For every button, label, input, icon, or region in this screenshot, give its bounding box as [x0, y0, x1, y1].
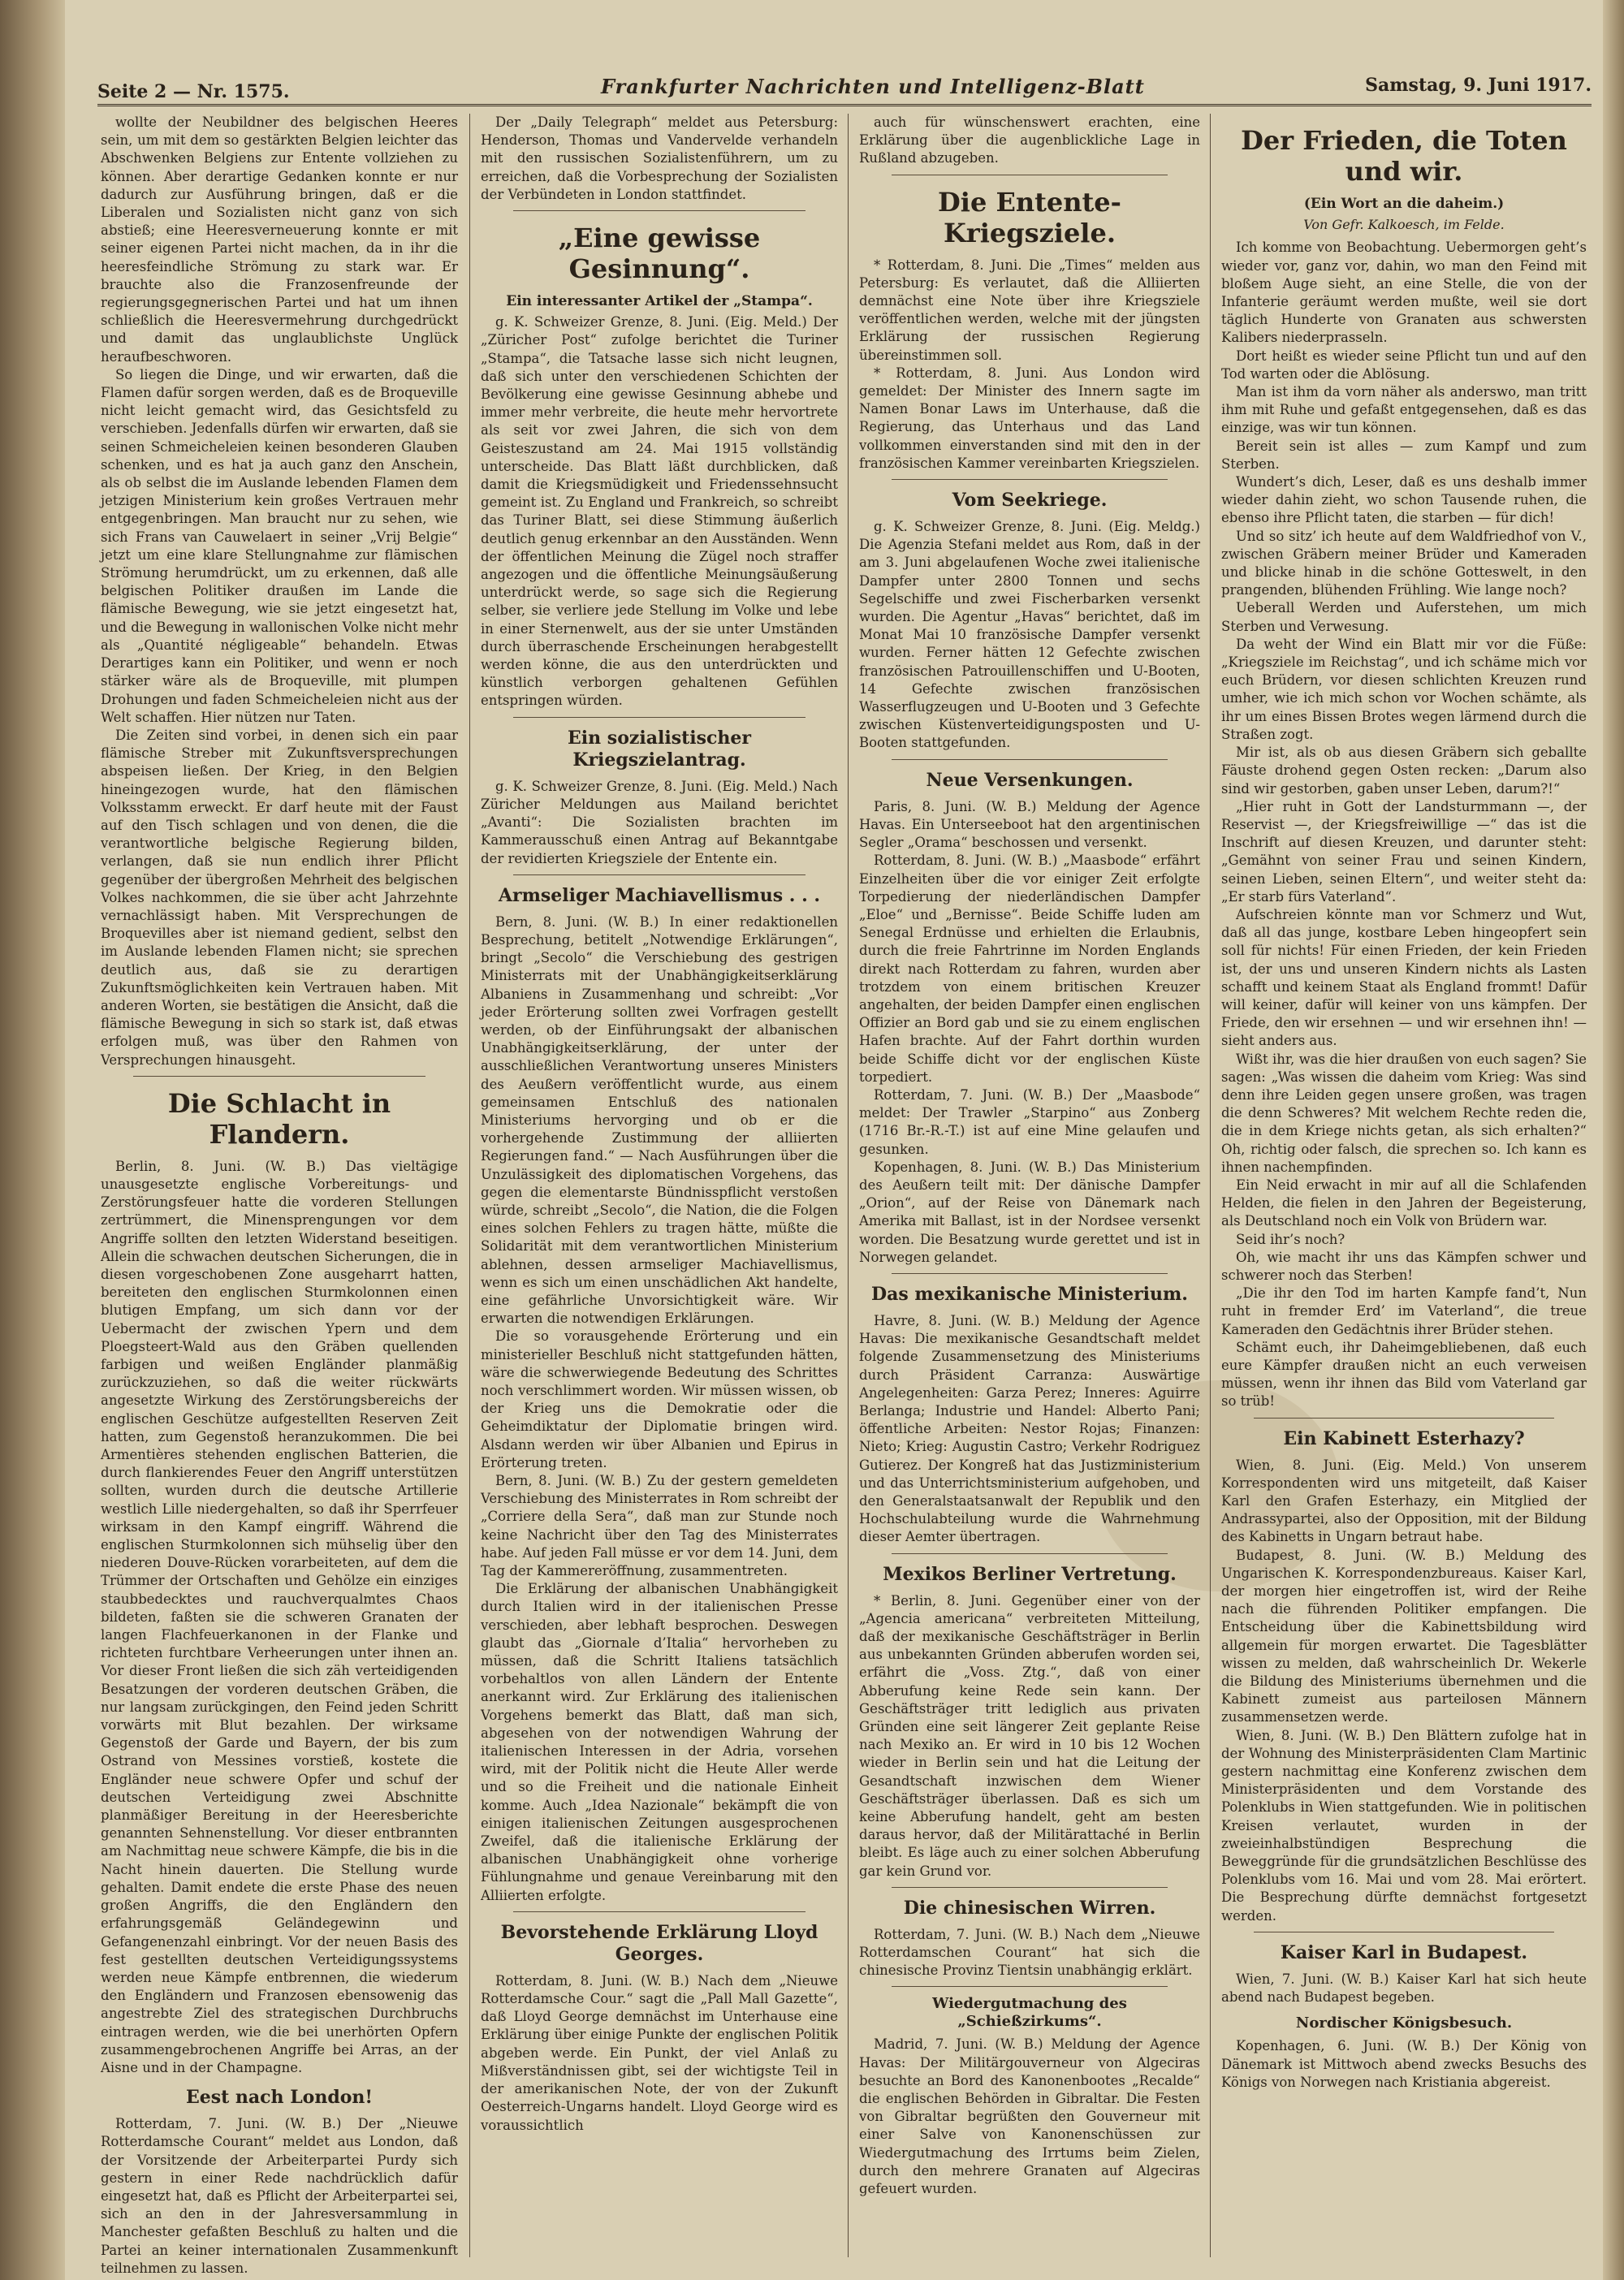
article-paragraph: Die so vorausgehende Erörterung und ein ministerieller Beschluß nicht stattgefunden hätten, wäre die schwerwiegende Bedeutung des Schrittes noch verschlimmert worden. Wir müssen wissen, ob der Krieg uns die Demokratie oder die Geheimdiktatur der Diplomatie bringen wird. Alsdann werden wir über Albanien und Epirus in Erörterung treten.	[481, 1328, 838, 1470]
article-paragraph: Madrid, 7. Juni. (W. B.) Meldung der Agence Havas: Der Militärgouverneur von Algeciras besuchte an Bord des Kanonenbootes „Recalde“ die englischen Behörden in Gibraltar. Die Festen von Gibraltar begrüßten den Gouverneur mit einer Salve von Kanonenschüssen zur Wiedergutmachung des Irrtums beim Zielen, durch den mehrere Granaten auf Algeciras gefeuert wurden.	[859, 2036, 1200, 2197]
article-paragraph: Da weht der Wind ein Blatt mir vor die Füße: „Kriegsziele im Reichstag“, und ich schäme mich vor euch Brüdern, vor diesen schlichten Kreuzen rund umher, wie ich mich schon vor Wochen schämte, als ihr um eines Bissen Brotes wegen lärmend durch die Straßen zogt.	[1221, 636, 1587, 742]
article-paragraph: Bereit sein ist alles — zum Kampf und zum Sterben.	[1221, 438, 1587, 472]
article-paragraph: Rotterdam, 8. Juni. (W. B.) Nach dem „Nieuwe Rotterdamsche Cour.“ sagt die „Pall Mall Gazette“, daß Lloyd George demnächst im Unterhause eine Erklärung über einige Punkte der englischen Politik abgeben werde. Ein Punkt, der viel Anlaß zu Mißverständnissen gibt, sei der wichtigste Teil in der amerikanischen Note, der von der Zukunft Oesterreich-Ungarns handelt. Lloyd George wird es voraussichtlich	[481, 1972, 838, 2133]
article-paragraph: Aufschreien könnte man vor Schmerz und Wut, daß all das junge, kostbare Leben hingeopfert sein soll für nichts! Für einen Frieden, der kein Frieden ist, der uns und unseren Kindern nichts als Lasten schafft und keinem Staat als England frommt! Dafür will keiner, dafür will keiner von uns kämpfen. Der Friede, den wir ersehnen — und wir ersehnen ihn! — sieht anders aus.	[1221, 906, 1587, 1049]
article-divider	[892, 1887, 1168, 1888]
article-headline: Ein Kabinett Esterhazy?	[1283, 1427, 1525, 1449]
article-paragraph: „Die ihr den Tod im harten Kampfe fand’t, Nun ruht in fremder Erd’ im Vaterland“, die treue Kameraden den Gedächtnis ihrer Brüder stehen.	[1221, 1285, 1587, 1337]
article-divider	[892, 1553, 1168, 1554]
article-headline: Das mexikanische Ministerium.	[871, 1283, 1188, 1305]
article-paragraph: * Rotterdam, 8. Juni. Die „Times“ melden aus Petersburg: Es verlautet, daß die Alliierten demnächst eine Note über ihre Kriegsziele veröffentlichen werden, welche mit der jüngsten Erklärung der russischen Regierung übereinstimmen soll.	[859, 257, 1200, 363]
article-paragraph: Rotterdam, 8. Juni. (W. B.) „Maasbode“ erfährt Einzelheiten über die vor einiger Zeit erfolgte Torpedierung der niederländischen Dampfer „Eloe“ und „Bernisse“. Beide Schiffe luden am Senegal Erdnüsse und erhielten die Erlaubnis, durch die freie Fahrtrinne im Norden Englands direkt nach Rotterdam zu fahren, wurden aber trotzdem von einem britischen Kreuzer angehalten, der beiden Dampfer einen englischen Offizier an Bord gab und sie zu einem englischen Hafen brachte. Auf der Fahrt dorthin wurden beide Schiffe dicht vor der englischen Küste torpediert.	[859, 853, 1200, 1085]
article-paragraph: Rotterdam, 7. Juni. (W. B.) Der „Maasbode“ meldet: Der Trawler „Starpino“ aus Zonberg (1716 Br.-R.-T.) ist auf eine Mine gelaufen und gesunken.	[859, 1086, 1200, 1157]
article-divider	[513, 717, 806, 718]
article-headline: „Eine gewisse Gesinnung“.	[558, 222, 761, 285]
article-paragraph: wollte der Neubildner des belgischen Heeres sein, um mit dem so gestärkten Belgien leichter das Abschwenken Belgiens zur Entente vollziehen zu können. Aber derartige Gedanken konnte er nur dadurch zur Ausführung bringen, daß er die Liberalen und Sozialisten nicht ganz von sich abstieß; eine Heeresverneuerung konnte er mit seiner eigenen Partei nicht machen, da in ihr die heeresfeindliche Strömung zu stark war. Er brauchte also die Franzosenfreunde der regierungsgegnerischen Partei und hat um ihnen schließlich die Heeresvermehrung durchgedrückt und damit das unglaublichste Unglück heraufbeschworen.	[101, 114, 458, 365]
article-paragraph: Wien, 7. Juni. (W. B.) Kaiser Karl hat sich heute abend nach Budapest begeben.	[1221, 1971, 1587, 2006]
article-paragraph: Bern, 8. Juni. (W. B.) Zu der gestern gemeldeten Verschiebung des Ministerrates in Rom schreibt der „Corriere della Sera“, daß man zur Stunde noch keine Nachricht über den Tag des Ministerrates habe. Auf jeden Fall müsse er vor dem 14. Juni, dem Tag der Kammereröffnung, zusammentreten.	[481, 1473, 838, 1579]
article-headline: Die Entente-Kriegsziele.	[938, 186, 1121, 248]
article-paragraph: Wißt ihr, was die hier draußen von euch sagen? Sie sagen: „Was wissen die daheim vom Krieg: Was sind denn ihre Leiden gegen unsere großen, was tragen die denn Schweres? Mit welchem Rechte reden die, die in dem Kriege nichts getan, als sich erhalten?“ Oh, richtig oder falsch, die sprechen so. Ich kann es ihnen nachempfinden.	[1221, 1051, 1587, 1175]
column-3	[859, 114, 1200, 2257]
article-byline: Von Gefr. Kalkoesch, im Felde.	[1303, 217, 1505, 233]
article-paragraph: * Berlin, 8. Juni. Gegenüber einer von der „Agencia americana“ verbreiteten Mitteilung, daß der mexikanische Geschäftsträger in Berlin aus unbekannten Gründen abberufen worden sei, erfährt die „Voss. Ztg.“, daß von einer Abberufung keine Rede sein kann. Der Geschäftsträger tritt lediglich aus privaten Gründen eine seit längerer Zeit geplante Reise nach Mexiko an. Er wird in 10 bis 12 Wochen wieder in Berlin sein und hat die Leitung der Gesandtschaft inzwischen dem Wiener Geschäftsträger überlassen. Daß es sich um keine Abberufung handelt, geht am besten daraus hervor, daß der Militärattaché in Berlin bleibt. Es läge auch zu einer solchen Abberufung gar kein Grund vor.	[859, 1592, 1200, 1879]
article-paragraph: Havre, 8. Juni. (W. B.) Meldung der Agence Havas: Die mexikanische Gesandtschaft meldet folgende Zusammensetzung des Ministeriums durch Präsident Carranza: Auswärtige Angelegenheiten: Garza Perez; Inneres: Aguirre Berlanga; Industrie und Handel: Alberto Pani; öffentliche Arbeiten: Nestor Rojas; Finanzen: Nieto; Krieg: Augustin Castro; Verkehr Rodriguez Gutierez. Der Kongreß hat das Justizministerium und das Unterrichtsministerium aufgehoben, und den Generalstaatsanwalt der Republik und den Hochschulabteilung wurde die Wahrnehmung dieser Aemter übertragen.	[859, 1312, 1200, 1545]
page-header	[97, 71, 1592, 106]
article-headline: Nordischer Königsbesuch.	[1295, 2014, 1513, 2032]
article-paragraph: * Rotterdam, 8. Juni. Aus London wird gemeldet: Der Minister des Innern sagte im Namen Bonar Laws im Unterhause, daß die Regierung, das Unterhaus und das Land vollkommen einverstanden sind mit den in der französischen Kammer vereinbarten Kriegszielen.	[859, 365, 1200, 471]
article-paragraph: Die Zeiten sind vorbei, in denen sich ein paar flämische Streber mit Zukunftsversprechungen abspeisen ließen. Der Krieg, in den Belgien hineingezogen wurde, hat den flämischen Volksstamm erweckt. Er darf heute mit der Faust auf den Tisch schlagen und von denen, die die verantwortliche belgische Regierung bilden, verlangen, daß sie nun endlich ihrer Pflicht gegenüber der übergroßen Mehrheit des belgischen Volkes nachkommen, die sie über acht Jahrzehnte vernachlässigt haben. Mit Versprechungen de Broquevilles aber ist niemand gedient, selbst den im Auslande lebenden Flamen nicht; sie sprechen deutlich aus, daß sie zu derartigen Zukunftsmöglichkeiten kein Vertrauen haben. Mit anderen Worten, sie bestätigen die Ansicht, daß die flämische Bewegung in sich so stark ist, daß etwas erfolgen muß, was über den Rahmen von Versprechungen hinausgeht.	[101, 727, 458, 1068]
article-paragraph: Rotterdam, 7. Juni. (W. B.) Der „Nieuwe Rotterdamsche Courant“ meldet aus London, daß der Vorsitzende der Arbeiterpartei Purdy sich gestern in einer Rede nachdrücklich dafür eingesetzt hat, daß es Pflicht der Arbeiterpartei sei, sich an den in der Jahresversammlung in Manchester gefaßten Beschluß zu halten und die Partei an keiner internationalen Zusammenkunft teilnehmen zu lassen.	[101, 2116, 458, 2276]
article-paragraph: Budapest, 8. Juni. (W. B.) Meldung des Ungarischen K. Korrespondenzbureaus. Kaiser Karl, der morgen hier eingetroffen ist, wird der Reihe nach die führenden Politiker empfangen. Die Entscheidung über die Kabinettsbildung wird allgemein für morgen erwartet. Die Tagesblätter wissen zu melden, daß wahrscheinlich Dr. Wekerle die Bildung des Ministeriums übernehmen und die Kabinett zumeist aus parteilosen Männern zusammensetzen werde.	[1221, 1547, 1587, 1725]
article-divider	[892, 479, 1168, 480]
article-paragraph: Seid ihr’s noch?	[1236, 1231, 1345, 1247]
book-binding	[0, 0, 65, 2280]
column-4	[1221, 114, 1587, 2257]
article-headline: Armseliger Machiavellismus . . .	[498, 884, 821, 906]
article-paragraph: So liegen die Dinge, und wir erwarten, daß die Flamen dafür sorgen werden, daß es de Broqueville nicht leicht gemacht wird, das Gesichtsfeld zu verschieben. Jedenfalls dürfen wir erwarten, daß sie seinen Schmeicheleien keinen besonderen Glauben schenken, und es hat ja auch ganz den Anschein, als ob selbst die im Auslande lebenden Flamen dem jetzigen Ministerium kein großes Vertrauen mehr entgegenbringen. Man braucht nur zu sehen, wie sich Frans van Cauwelaert in seiner „Vrij Belgie“ jetzt um eine klare Stellungnahme zur flämischen Strömung herumdrückt, um zu erkennen, daß alle belgischen Politiker draußen im Lande die flämische Bewegung, wie sie jetzt eingesetzt hat, und die Bewegung in wallonischen Volke nicht mehr als „Quantité négligeable“ behandeln. Etwas Derartiges kann ein Politiker, und wenn er noch stärker wäre als de Broqueville, mit plumpen Drohungen und faden Schmeicheleien nicht aus der Welt schaffen. Hier nützen nur Taten.	[101, 366, 458, 725]
article-paragraph: Mir ist, als ob aus diesen Gräbern sich geballte Fäuste drohend gegen Osten recken: „Darum also sind wir gestorben, gaben unser Leben, darum?!“	[1221, 745, 1587, 797]
article-paragraph: Ich komme von Beobachtung. Uebermorgen geht’s wieder vor, ganz vor, dahin, wo man den Feind mit bloßem Auge sieht, an eine Stelle, die von der Infanterie geräumt werden mußte, weil sie dort täglich Hunderte von Granaten aus schwersten Kalibers niederprasseln.	[1221, 240, 1587, 346]
newspaper-title: Frankfurter Nachrichten und Intelligenz-Blatt	[601, 75, 1145, 98]
article-paragraph: g. K. Schweizer Grenze, 8. Juni. (Eig. Meldg.) Die Agenzia Stefani meldet aus Rom, daß in der am 3. Juni abgelaufenen Woche zwei italienische Dampfer unter 2800 Tonnen und sechs Segelschiffe und zwei Fischerbarken versenkt wurden. Die Agentur „Havas“ berichtet, daß im Monat Mai 10 französische Dampfer versenkt wurden. Ferner hätten 12 Gefechte zwischen französischen Patrouillenschiffen und U-Booten, 14 Gefechte zwischen französischen Wasserflugzeugen und U-Booten und 3 Gefechte zwischen Küstenverteidigungsposten und U-Booten stattgefunden.	[859, 519, 1200, 751]
article-divider	[513, 210, 806, 211]
article-paragraph: Wien, 8. Juni. (Eig. Meld.) Von unserem Korrespondenten wird uns mitgeteilt, daß Kaiser Karl den Grafen Esterhazy, ein Mitglied der Andrassypartei, also der Opposition, mit der Bildung des Kabinetts in Ungarn betraut habe.	[1221, 1457, 1587, 1545]
column-rule	[848, 114, 849, 2257]
issue-date: Samstag, 9. Juni 1917.	[1365, 75, 1592, 96]
page-edge	[1603, 0, 1624, 2280]
article-headline: Die chinesischen Wirren.	[903, 1897, 1156, 1919]
article-paragraph: Wien, 8. Juni. (W. B.) Den Blättern zufolge hat in der Wohnung des Ministerpräsidenten Clam Martinic gestern nachmittag eine Konferenz zwischen dem Ministerpräsidenten und dem Vorstande des Polenklubs in Wien stattgefunden. Wie in politischen Kreisen verlautet, wurden in der zweieinhalbstündigen Besprechung die Beweggründe für die grundsätzlichen Beschlüsse des Polenklubs vom 16. Mai und vom 28. Mai erörtert. Die Besprechung dürfte demnächst fortgesetzt werden.	[1221, 1727, 1587, 1924]
article-headline: Vom Seekriege.	[952, 490, 1108, 512]
article-paragraph: auch für wünschenswert erachten, eine Erklärung über die augenblickliche Lage in Rußland abzugeben.	[859, 114, 1200, 166]
article-paragraph: g. K. Schweizer Grenze, 8. Juni. (Eig. Meld.) Nach Züricher Meldungen aus Mailand berichtet „Avanti“: Die Sozialisten brachten im Kammerausschuß einen Antrag auf Bekanntgabe der revidierten Kriegsziele der Entente ein.	[481, 778, 838, 866]
article-divider	[133, 1076, 425, 1077]
article-subtitle: Ein interessanter Artikel der „Stampa“.	[506, 293, 813, 310]
article-paragraph: Bern, 8. Juni. (W. B.) In einer redaktionellen Besprechung, betitelt „Notwendige Erklärungen“, bringt „Secolo“ die Verschiebung des gestrigen Ministerrats mit der Unabhängigkeitserklärung Albaniens in Zusammenhang und schreibt: „Vor jeder Erörterung sollten zwei Vorfragen gestellt werden, ob der Einführungsakt der albanischen Unabhängigkeitserklärung, der unter der ausschließlichen Verantwortung unseres Ministers des Aeußern veröffentlicht wurde, aus einem gemeinsamen Entschluß des nationalen Ministeriums hervorging und ob er die vorhergehende Zustimmung der alliierten Regierungen fand.“ — Nach Ausführungen über die Unzulässigkeit des diplomatischen Vorgehens, das gegen die elementarste Bündnisspflicht verstoßen würde, schreibt „Secolo“, die Nation, die die Folgen eines solchen Fehlers zu tragen hätte, müßte die Solidarität mit dem verantwortlichen Ministerium ablehnen, dessen armseliger Machiavellismus, wenn es sich um einen unschädlichen Akt handelte, eine gefährliche Unvorsichtigkeit wäre. Wir erwarten die notwendigen Erklärungen.	[481, 913, 838, 1327]
article-paragraph: Rotterdam, 7. Juni. (W. B.) Nach dem „Nieuwe Rotterdamschen Courant“ hat sich die chinesische Provinz Tientsin unabhängig erklärt.	[859, 1926, 1200, 1979]
page-number: Seite 2 — Nr. 1575.	[97, 81, 290, 102]
article-paragraph: Man ist ihm da vorn näher als anderswo, man tritt ihm mit Ruhe und gefaßt entgegensehen, daß es das einzige, was wir tun können.	[1221, 384, 1587, 436]
article-paragraph: Paris, 8. Juni. (W. B.) Meldung der Agence Havas. Ein Unterseeboot hat den argentinischen Segler „Orama“ beschossen und versenkt.	[859, 798, 1200, 851]
article-headline: Neue Versenkungen.	[926, 769, 1134, 791]
article-headline: Eest nach London!	[185, 2087, 374, 2109]
article-divider	[513, 1911, 806, 1912]
column-rule	[1210, 114, 1211, 2257]
article-headline: Wiedergutmachung des „Schießzirkums“.	[932, 1995, 1127, 2031]
column-1	[101, 114, 458, 2276]
article-paragraph: Berlin, 8. Juni. (W. B.) Das vieltägige unausgesetzte englische Vorbereitungs- und Zerstörungsfeuer hatte die vorderen Stellungen zertrümmert, die Minensprengungen vor dem Angriffe sollten den letzten Widerstand beseitigen. Allein die schwachen deutschen Sicherungen, die in diesen vorgeschobenen Zone ausgeharrt hatten, bereiteten den englischen Sturmkolonnen einen blutigen Empfang, um sich dann vor der Uebermacht der zwischen Ypern und dem Ploegsteert-Wald aus den Gräben quellenden farbigen und weißen Engländer planmäßig zurückzuziehen, so daß die weiter rückwärts angesetzte Wirkung des Zerstörungsbereichs der englischen Geschütze aufgestellten Reserven Zeit hatten, zum Gegenstoß heranzukommen. Die bei Armentières stehenden englischen Batterien, die durch flankierendes Feuer den Angriff unterstützen sollten, wurden durch die deutsche Artillerie westlich Lille niedergehalten, so daß ihr Sperrfeuer wirksam in den Kampf eingriff. Während die englischen Sturmkolonnen sich mühselig über den niederen Douve-Rücken vorarbeiteten, auf dem die Trümmer der Ortschaften und Gehölze ein einziges staubbedecktes und rauchverqualmtes Chaos bildeten, faßten sie die schweren Granaten der langen Flachfeuerkanonen in der Flanke und richteten furchtbare Verheerungen unter ihnen an. Vor dieser Front ließen die sich zäh verteidigenden Besatzungen der vorderen deutschen Gräben, die nur langsam zurückgingen, den Feind jeden Schritt vorwärts mit Blut bezahlen. Der wirksame Gegenstoß der Garde und Bayern, der bis zum Ostrand von Messines vorstieß, kostete die Engländer neue schwere Opfer und schuf der deutschen Verteidigung zwei Abschnitte planmäßiger Bereitung in der Heeresberichte genannten Sehnenstellung. Vor dieser entbrannten am Nachmittag neue schwere Kämpfe, die bis in die Nacht hinein dauerten. Die Stellung wurde gehalten. Damit endete die erste Phase des neuen großen Angriffs, die den Engländern den erfahrungsgemäß Geländegewinn und Gefangenenzahl einbringt. Vor der neuen Basis des fest gestellten deutschen Verteidigungssystems werden neue Kämpfe entbrennen, die wiederum den Engländern und Franzosen ebensowenig das angestrebte Ziel des strategischen Durchbruchs eintragen werden, wie die bei unerhörten Opfern zusammengebrochenen Angriffe bei Arras, an der Aisne und in der Champagne.	[101, 1158, 458, 2075]
article-headline: Kaiser Karl in Budapest.	[1280, 1941, 1528, 1963]
column-rule	[469, 114, 470, 2257]
article-subtitle: (Ein Wort an die daheim.)	[1303, 196, 1505, 212]
article-paragraph: Wundert’s dich, Leser, daß es uns deshalb immer wieder dahin zieht, wo schon Tausende ruhen, die ebenso ihre Pflicht taten, die starben — für dich!	[1221, 474, 1587, 526]
article-paragraph: Die Erklärung der albanischen Unabhängigkeit durch Italien wird in der italienischen Presse verschieden, aber lebhaft besprochen. Deswegen glaubt das „Giornale d’Italia“ hervorheben zu müssen, daß die Schritt Italiens tatsächlich vorbehaltlos von allen Ländern der Entente anerkannt wird. Zur Erklärung des italienischen Vorgehens bemerkt das Blatt, daß man sich, abgesehen von der notwendigen Wahrung der italienischen Interessen in der Adria, vorsehen wird, mit der Politik nicht die Heute Aller werde und so die Freiheit und die nationale Einheit komme. Auch „Idea Nazionale“ bekämpft die von einigen italienischen Zeitungen ausgesprochenen Zweifel, daß die italienische Erklärung der albanischen Unabhängigkeit ohne vorherige Fühlungnahme und genaue Vereinbarung mit den Alliierten erfolgte.	[481, 1581, 838, 1903]
article-paragraph: Oh, wie macht ihr uns das Kämpfen schwer und schwerer noch das Sterben!	[1221, 1249, 1587, 1283]
article-divider	[513, 874, 806, 875]
article-paragraph: Ein Neid erwacht in mir auf all die Schlafenden Helden, die fielen in den Jahren der Begeisterung, als Deutschland noch ein Volk von Brüdern war.	[1221, 1177, 1587, 1229]
article-paragraph: Kopenhagen, 8. Juni. (W. B.) Das Ministerium des Aeußern teilt mit: Der dänische Dampfer „Orion“, auf der Reise von Dänemark nach Amerika mit Ballast, ist in der Nordsee versenkt worden. Die Besatzung wurde gerettet und ist in Norwegen gelandet.	[859, 1159, 1200, 1265]
article-paragraph: g. K. Schweizer Grenze, 8. Juni. (Eig. Meld.) Der „Züricher Post“ zufolge berichtet die Turiner „Stampa“, die Tatsache lasse sich nicht leugnen, daß sich unter den verschiedenen Schichten der Bevölkerung eine gewisse Gesinnung abhebe und immer mehr verbreite, die heute mehr hervortrete als seit vor zwei Jahren, die sich von dem Geisteszustand am 24. Mai 1915 vollständig unterscheide. Das Blatt läßt durchblicken, daß damit die Kriegsmüdigkeit und Friedenssehnsucht gemeint ist. Zu England und Frankreich, so schreibt das Turiner Blatt, sei diese Stimmung äußerlich deutlich genug erkennbar an den Ausständen. Wenn der öffentlichen Meinung die Zügel noch straffer angezogen und die öffentliche Meinungsäußerung unterdrückt werde, so sage sich die Regierung selber, sie verliere jede Stellung im Volke und lebe in einer Sternenwelt, aus der sie unter Umständen durch überraschende Erscheinungen herabgestellt werden könne, die aus den unterdrückten und künstlich verborgen gehaltenen Gefühlen entspringen würden.	[481, 314, 838, 709]
article-paragraph: Ueberall Werden und Auferstehen, um mich Sterben und Verwesung.	[1221, 600, 1587, 634]
article-paragraph: Kopenhagen, 6. Juni. (W. B.) Der König von Dänemark ist Mittwoch abend zwecks Besuchs des Königs von Norwegen nach Kristiania abgereist.	[1221, 2038, 1587, 2090]
article-headline: Bevorstehende Erklärung Lloyd Georges.	[500, 1921, 818, 1965]
article-paragraph: Schämt euch, ihr Daheimgebliebenen, daß euch eure Kämpfer draußen nicht an euch verweisen müssen, wenn ihr ihnen das Bild vom Vaterland gar so trüb!	[1221, 1339, 1587, 1410]
column-2	[481, 114, 838, 2257]
article-headline: Ein sozialistischer Kriegszielantrag.	[568, 727, 751, 771]
article-headline: Mexikos Berliner Vertretung.	[883, 1563, 1177, 1585]
article-paragraph: „Hier ruht in Gott der Landsturmmann —, der Reservist —, der Kriegsfreiwillige —“ das ist die Inschrift auf diesen Kreuzen, und darunter steht: „Gemähnt von seiner Frau und seinen Kindern, seinen Lieben, seinen Eltern“, und weiter steht da: „Er starb fürs Vaterland“.	[1221, 798, 1587, 905]
article-paragraph: Der „Daily Telegraph“ meldet aus Petersburg: Henderson, Thomas und Vandervelde verhandeln mit den russischen Sozialistenführern, um zu erreichen, daß die Vorbesprechung der Sozialisten der Verbündeten in London stattfindet.	[481, 114, 838, 202]
article-headline: Die Schlacht in Flandern.	[167, 1087, 391, 1150]
article-headline: Der Frieden, die Toten und wir.	[1241, 125, 1567, 187]
article-divider	[1254, 1418, 1554, 1419]
article-paragraph: Dort heißt es wieder seine Pflicht tun und auf den Tod warten oder die Ablösung.	[1221, 348, 1587, 382]
article-divider	[892, 1273, 1168, 1274]
article-divider	[892, 1986, 1168, 1987]
article-paragraph: Und so sitz’ ich heute auf dem Waldfriedhof von V., zwischen Gräbern meiner Brüder und Kameraden und blicke hinab in die schöne Gotteswelt, in den prangenden, blühenden Frühling. Wie lange noch?	[1221, 528, 1587, 598]
article-divider	[892, 759, 1168, 760]
